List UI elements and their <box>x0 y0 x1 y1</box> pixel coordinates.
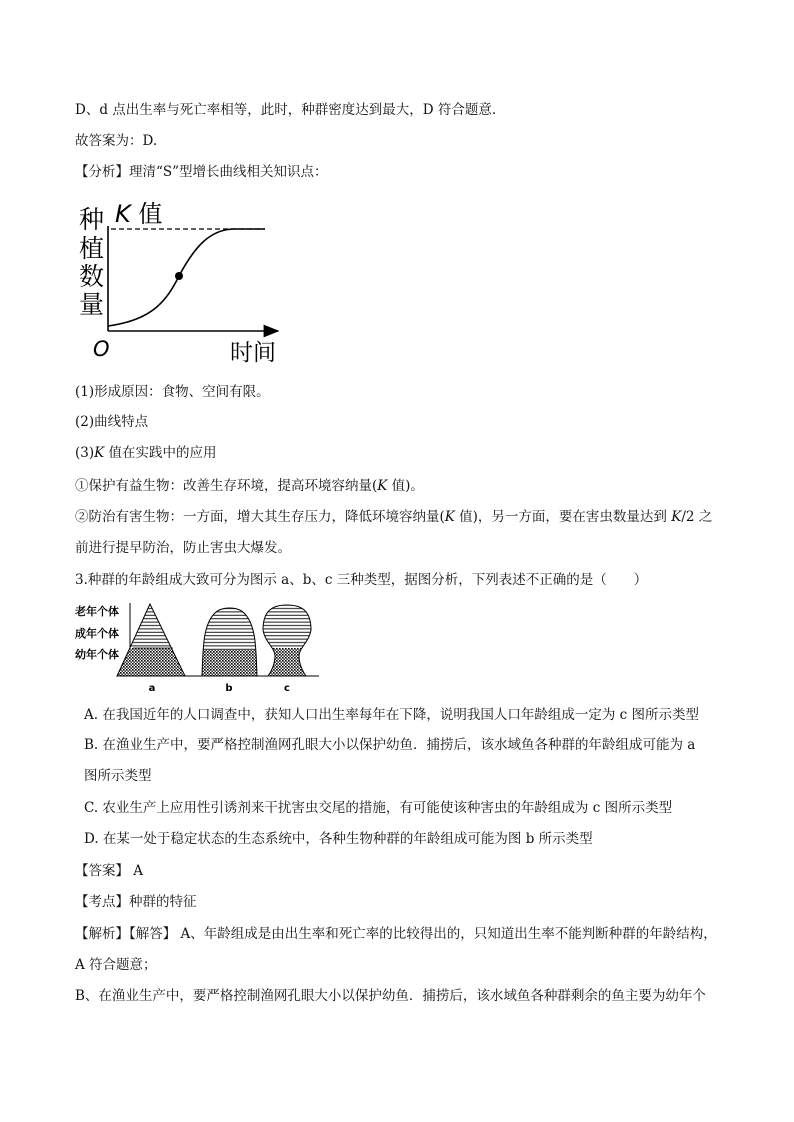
legend-young: 幼年个体 <box>75 648 119 661</box>
y-label-char: 植 <box>79 234 105 263</box>
option-d: D. 在某一处于稳定状态的生态系统中，各种生物种群的年龄组成可能为图 b 所示类型 <box>84 831 593 847</box>
answer-line: 【答案】 A <box>75 863 144 879</box>
k-value-label: K 值 <box>115 200 163 228</box>
x-axis-label: 时间 <box>230 340 276 366</box>
legend-adult: 成年个体 <box>75 627 119 640</box>
type-label-b: b <box>225 683 233 694</box>
pyramid-a <box>115 600 190 678</box>
option-b-continued: 图所示类型 <box>84 768 152 784</box>
text-line-cause: (1)形成原因：食物、空间有限。 <box>75 384 270 400</box>
type-label-c: c <box>284 683 290 694</box>
origin-label: O <box>93 337 110 361</box>
inflection-point <box>175 272 183 280</box>
text-line-curve-feature: (2)曲线特点 <box>75 414 149 430</box>
age-structure-figure <box>75 600 325 696</box>
y-label-char: 数 <box>79 262 105 291</box>
text-line-answer-d: 故答案为：D. <box>75 133 158 149</box>
type-label-a: a <box>148 683 156 694</box>
s-curve-figure <box>75 194 290 366</box>
legend-old: 老年个体 <box>75 605 119 618</box>
y-label-char: 种 <box>79 205 105 234</box>
question-3: 3.种群的年龄组成大致可分为图示 a、b、c 三种类型，据图分析，下列表述不正确的是（ ） <box>75 572 648 588</box>
text-line-protect-beneficial: ①保护有益生物：改善生存环境，提高环境容纳量(K 值)。 <box>75 478 424 494</box>
explanation-line-1: 【解析】【解答】 A、年龄组成是由出生率和死亡率的比较得出的，只知道出生率不能判断种群的年龄结构， <box>75 926 717 942</box>
explanation-line-2: A 符合题意； <box>75 957 157 973</box>
text-line-control-pests: ②防治有害生物：一方面，增大其生存压力，降低环境容纳量(K 值)，另一方面，要在害虫数量达到 K/2 之 <box>75 509 713 525</box>
option-c: C. 农业生产上应用性引诱剂来干扰害虫交尾的措施，有可能使该种害虫的年龄组成为 c 图所示类型 <box>84 800 673 816</box>
text-line-analysis: 【分析】理清“S”型增长曲线相关知识点： <box>75 164 328 180</box>
text-line-k-application: (3)K 值在实践中的应用 <box>75 445 217 461</box>
option-a: A. 在我国近年的人口调查中，获知人口出生率每年在下降，说明我国人口年龄组成一定为 c 图所示类型 <box>84 707 699 723</box>
option-b: B. 在渔业生产中，要严格控制渔网孔眼大小以保护幼鱼．捕捞后，该水域鱼各种群的年龄组成可能为 a <box>84 737 696 753</box>
text-line-early-control: 前进行提早防治，防止害虫大爆发。 <box>75 540 291 556</box>
explanation-line-3: B、在渔业生产中，要严格控制渔网孔眼大小以保护幼鱼．捕捞后，该水域鱼各种群剩余的鱼主要为幼年个 <box>75 988 706 1004</box>
y-label-char: 量 <box>79 290 105 319</box>
text-line-d-conclusion: D、d 点出生率与死亡率相等，此时，种群密度达到最大，D 符合题意. <box>75 102 497 118</box>
s-curve <box>108 229 265 326</box>
exam-point-line: 【考点】种群的特征 <box>75 894 197 910</box>
